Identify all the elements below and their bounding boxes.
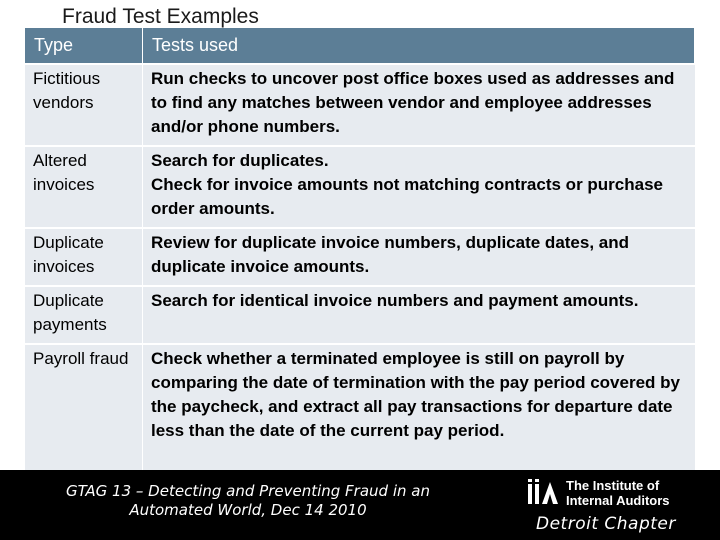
footer-line-1: GTAG 13 – Detecting and Preventing Fraud in an	[66, 482, 430, 500]
footer-citation	[38, 482, 458, 520]
row-type: Duplicate payments	[25, 286, 143, 344]
table-row	[25, 286, 695, 344]
table-header-row	[25, 28, 695, 64]
row-type: Fictitious vendors	[25, 64, 143, 146]
table-row	[25, 344, 695, 473]
footer-line-2: Automated World, Dec 14 2010	[129, 501, 367, 519]
row-tests: Review for duplicate invoice numbers, duplicate dates, and duplicate invoice amounts.	[143, 228, 695, 286]
header-type: Type	[25, 28, 143, 64]
chapter-name: Detroit Chapter	[536, 514, 676, 534]
fraud-tests-table	[24, 28, 694, 473]
row-tests: Run checks to uncover post office boxes used as addresses and to find any matches between vendor and employee addresses and/or phone numbers.	[143, 64, 695, 146]
iia-logo-icon	[526, 478, 562, 508]
row-type: Payroll fraud	[25, 344, 143, 473]
header-tests-used: Tests used	[143, 28, 695, 64]
footer-bar	[0, 470, 720, 540]
iia-logo-text: The Institute of Internal Auditors	[566, 478, 670, 508]
table-row	[25, 64, 695, 146]
table-row	[25, 228, 695, 286]
row-type: Duplicate invoices	[25, 228, 143, 286]
row-type: Altered invoices	[25, 146, 143, 228]
table-row	[25, 146, 695, 228]
row-tests: Check whether a terminated employee is still on payroll by comparing the date of termination with the pay period covered by the paycheck, and extract all pay transactions for departure date less than the date of the current pay period.	[143, 344, 695, 473]
row-tests: Search for identical invoice numbers and payment amounts.	[143, 286, 695, 344]
row-tests: Search for duplicates. Check for invoice amounts not matching contracts or purchase order amounts.	[143, 146, 695, 228]
slide-title: Fraud Test Examples	[62, 5, 259, 28]
